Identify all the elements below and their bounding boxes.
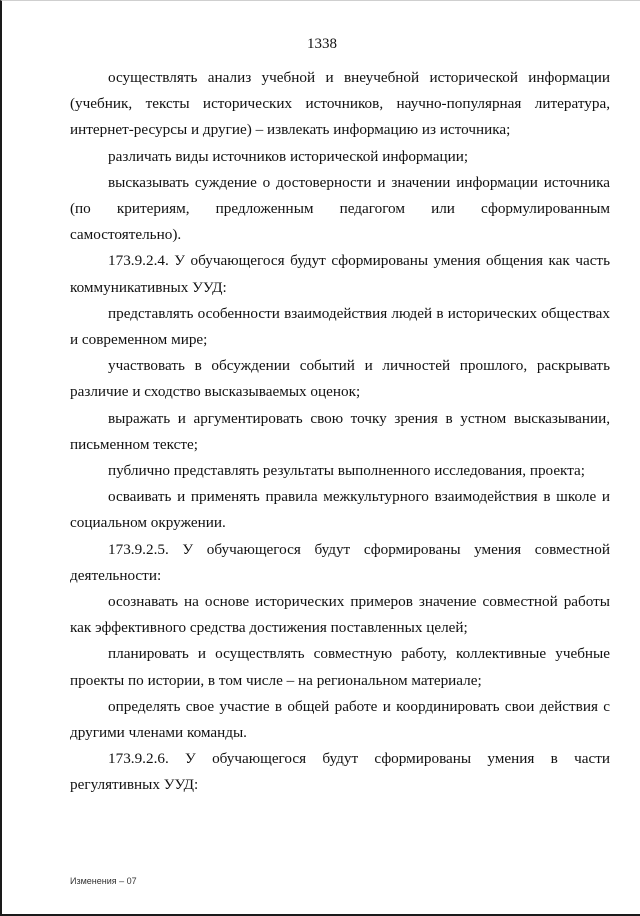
paragraph: планировать и осуществлять совместную работу, коллективные учебные проекты по истории, в том числе – на региональном материале; (70, 645, 610, 689)
page-number: 1338 (307, 36, 337, 52)
section-heading-paragraph: 173.9.2.5. У обучающегося будут сформированы умения совместной деятельности: (70, 540, 610, 584)
footer-revision-note: Изменения – 07 (70, 876, 137, 886)
paragraph: определять свое участие в общей работе и координировать свои действия с другими членами команды. (70, 697, 610, 742)
section-heading-paragraph: 173.9.2.4. У обучающегося будут сформированы умения общения как часть коммуникативных УУД: (70, 252, 610, 296)
section-heading-paragraph: 173.9.2.6. У обучающегося будут сформированы умения в части регулятивных УУД: (70, 750, 610, 794)
paragraph: различать виды источников исторической информации; (108, 147, 469, 165)
paragraph: представлять особенности взаимодействия людей в исторических обществах и современном мире; (70, 304, 610, 349)
paragraph: высказывать суждение о достоверности и значении информации источника (по критериям, предложенным педагогом или сформулированным самостоятельно). (70, 173, 610, 244)
paragraph: публично представлять результаты выполненного исследования, проекта; (108, 462, 586, 480)
document-body (70, 65, 610, 799)
paragraph: участвовать в обсуждении событий и личностей прошлого, раскрывать различие и сходство высказываемых оценок; (70, 357, 610, 401)
paragraph: осваивать и применять правила межкультурного взаимодействия в школе и социальном окружении. (70, 488, 610, 532)
paragraph: осуществлять анализ учебной и внеучебной исторической информации (учебник, тексты исторических источников, научно-популярная литература, интернет-ресурсы и другие) – извлекать информацию из источника; (70, 69, 610, 139)
paragraph: осознавать на основе исторических примеров значение совместной работы как эффективного средства достижения поставленных целей; (70, 593, 610, 637)
paragraph: выражать и аргументировать свою точку зрения в устном высказывании, письменном тексте; (70, 409, 610, 453)
